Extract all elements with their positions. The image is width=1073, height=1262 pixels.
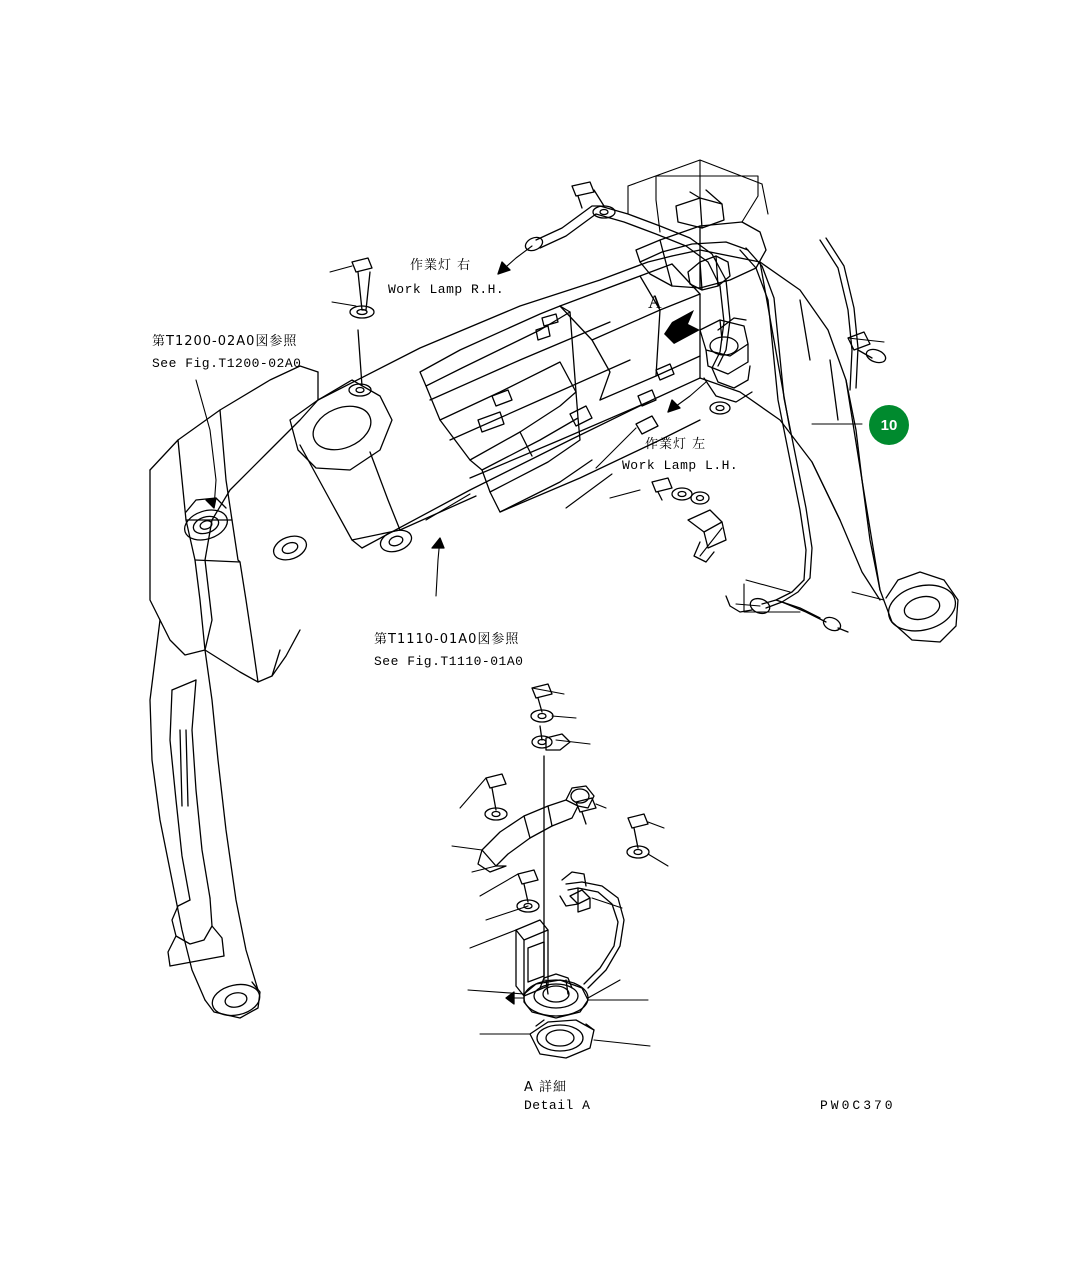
see-fig-t1110-label-en: See Fig.T1110-01A0 — [374, 654, 524, 669]
drawing-code: PW0C370 — [820, 1098, 896, 1113]
work-lamp-lh-label-jp: 作業灯 左 — [645, 437, 707, 452]
detail-a-label-en: Detail A — [524, 1098, 591, 1113]
see-fig-t1200-label-en: See Fig.T1200-02A0 — [152, 356, 302, 371]
work-lamp-rh-label-en: Work Lamp R.H. — [388, 282, 505, 297]
section-marker-a: A — [648, 292, 662, 313]
callout-10[interactable]: 10 — [869, 405, 909, 445]
work-lamp-rh-label-jp: 作業灯 右 — [410, 258, 472, 273]
work-lamp-lh-label-en: Work Lamp L.H. — [622, 458, 739, 473]
detail-a-label-jp: A 詳細 — [524, 1080, 568, 1095]
see-fig-t1110-label-jp: 第T1110-01A0図参照 — [374, 632, 520, 647]
see-fig-t1200-label-jp: 第T1200-02A0図参照 — [152, 334, 298, 349]
